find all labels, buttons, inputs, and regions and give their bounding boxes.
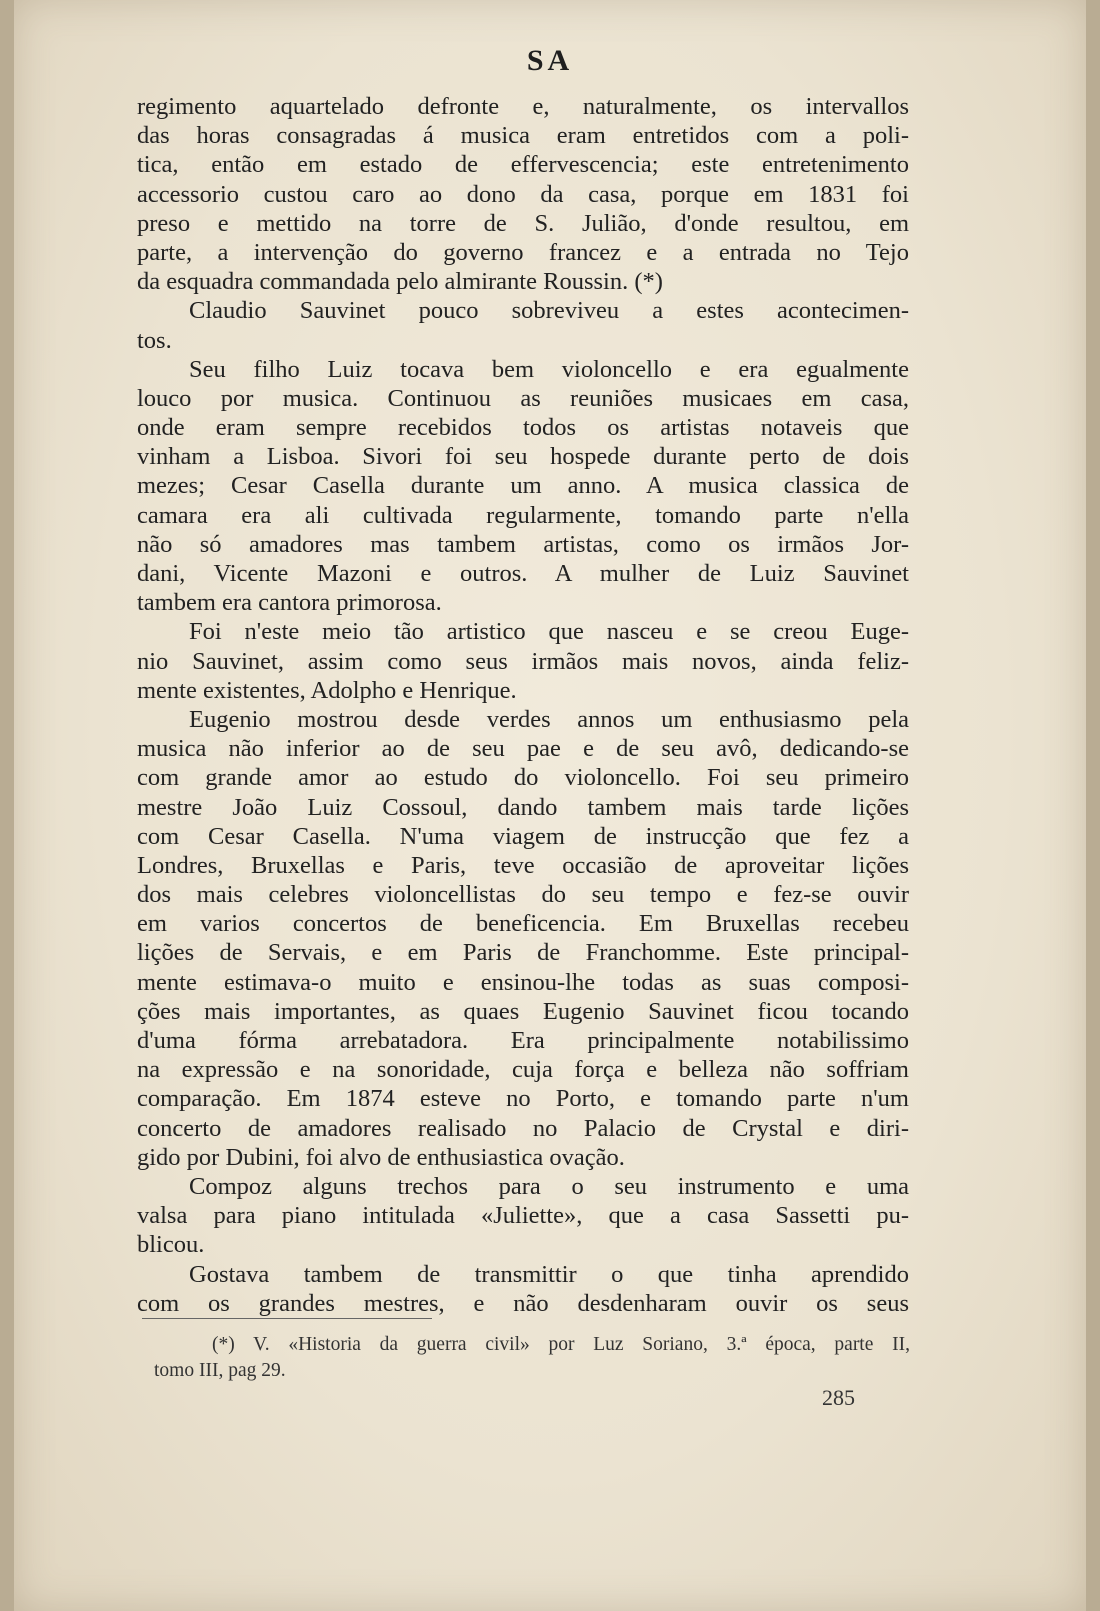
text-line: tica, então em estado de effervescencia; este entretenimento — [137, 151, 909, 179]
text-line: tos. — [137, 326, 172, 354]
text-line: com Cesar Casella. N'uma viagem de instrucção que fez a — [137, 822, 909, 850]
text-line: preso e mettido na torre de S. Julião, d'onde resultou, em — [137, 209, 909, 237]
text-line: tambem era cantora primorosa. — [137, 589, 442, 617]
text-line: Gostava tambem de transmittir o que tinha aprendido — [189, 1260, 909, 1288]
text-line: lições de Servais, e em Paris de Franchomme. Este principal- — [137, 939, 909, 967]
text-line: nio Sauvinet, assim como seus irmãos mais novos, ainda feliz- — [137, 647, 909, 675]
text-line: mezes; Cesar Casella durante um anno. A musica classica de — [137, 472, 909, 500]
book-page — [14, 0, 1086, 1611]
text-line: blicou. — [137, 1231, 205, 1259]
text-line: com grande amor ao estudo do violoncello. Foi seu primeiro — [137, 764, 909, 792]
text-line: Eugenio mostrou desde verdes annos um enthusiasmo pela — [189, 705, 909, 733]
footnote-rule — [142, 1318, 432, 1319]
text-line: louco por musica. Continuou as reuniões musicaes em casa, — [137, 384, 909, 412]
text-line: parte, a intervenção do governo francez e a entrada no Tejo — [137, 238, 909, 266]
text-line: Claudio Sauvinet pouco sobreviveu a estes acontecimen- — [189, 297, 909, 325]
text-line: das horas consagradas á musica eram entretidos com a poli- — [137, 122, 909, 150]
text-line: onde eram sempre recebidos todos os artistas notaveis que — [137, 414, 909, 442]
text-line: gido por Dubini, foi alvo de enthusiastica ovação. — [137, 1143, 625, 1171]
footnote-line: tomo III, pag 29. — [154, 1360, 286, 1381]
text-line: musica não inferior ao de seu pae e de seu avô, dedicando-se — [137, 735, 909, 763]
text-line: da esquadra commandada pelo almirante Roussin. (*) — [137, 268, 663, 296]
text-line: Londres, Bruxellas e Paris, teve occasião de aproveitar lições — [137, 851, 909, 879]
body-text — [137, 92, 909, 1318]
page-number: 285 — [822, 1385, 855, 1410]
text-line: valsa para piano intitulada «Juliette», que a casa Sassetti pu- — [137, 1202, 909, 1230]
text-line: mestre João Luiz Cossoul, dando tambem mais tarde lições — [137, 793, 909, 821]
text-line: vinham a Lisboa. Sivori foi seu hospede durante perto de dois — [137, 443, 909, 471]
text-line: dos mais celebres violoncellistas do seu tempo e fez-se ouvir — [137, 881, 909, 909]
text-line: na expressão e na sonoridade, cuja força e belleza não soffriam — [137, 1056, 909, 1084]
text-line: mente estimava-o muito e ensinou-lhe todas as suas composi- — [137, 968, 909, 996]
text-line: Seu filho Luiz tocava bem violoncello e era egualmente — [189, 355, 909, 383]
text-line: d'uma fórma arrebatadora. Era principalmente notabilissimo — [137, 1027, 909, 1054]
footnote — [154, 1332, 910, 1384]
text-line: não só amadores mas tambem artistas, como os irmãos Jor- — [137, 530, 909, 558]
text-line: regimento aquartelado defronte e, naturalmente, os intervallos — [137, 93, 909, 120]
text-line: concerto de amadores realisado no Palacio de Crystal e diri- — [137, 1114, 909, 1142]
text-line: dani, Vicente Mazoni e outros. A mulher de Luiz Sauvinet — [137, 560, 909, 587]
text-line: mente existentes, Adolpho e Henrique. — [137, 676, 517, 704]
text-line: comparação. Em 1874 esteve no Porto, e tomando parte n'um — [137, 1085, 909, 1113]
footnote-line: (*) V. «Historia da guerra civil» por Luz Soriano, 3.ª época, parte II, — [212, 1334, 910, 1355]
text-line: em varios concertos de beneficencia. Em Bruxellas recebeu — [137, 910, 909, 938]
text-line: com os grandes mestres, e não desdenharam ouvir os seus — [137, 1289, 909, 1317]
running-header: SA — [526, 44, 574, 77]
text-line: Foi n'este meio tão artistico que nasceu e se creou Euge- — [189, 618, 909, 646]
text-line: ções mais importantes, as quaes Eugenio Sauvinet ficou tocando — [137, 997, 909, 1025]
text-line: camara era ali cultivada regularmente, tomando parte n'ella — [137, 501, 909, 529]
text-line: Compoz alguns trechos para o seu instrumento e uma — [189, 1172, 909, 1200]
text-line: accessorio custou caro ao dono da casa, porque em 1831 foi — [137, 180, 909, 208]
